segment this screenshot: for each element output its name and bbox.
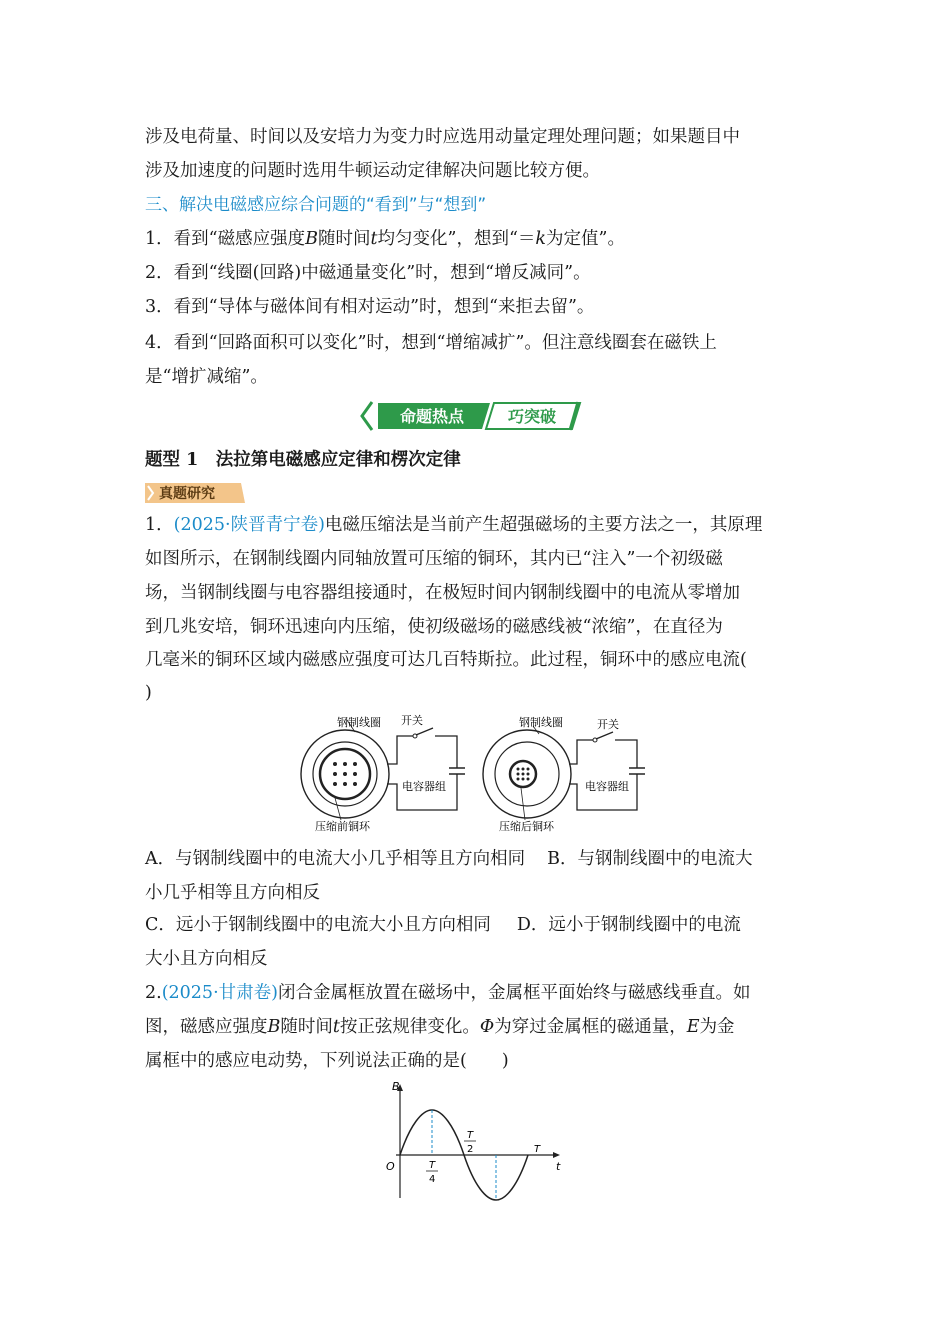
section-3-item-4-line-1: 4．看到“回路面积可以变化”时，想到“增缩减扩”。但注意线圈套在磁铁上	[145, 333, 717, 353]
left-field-dots	[333, 762, 357, 786]
q1-options-line-4: 大小且方向相反	[145, 949, 268, 969]
left-ring-label: 压缩前铜环	[315, 820, 370, 833]
q1-options-line-3	[145, 908, 741, 942]
right-field-dots	[517, 768, 530, 781]
option-a: A．与钢制线圈中的电流大小几乎相等且方向相同	[145, 849, 526, 869]
left-coil-label: 钢制线圈	[337, 716, 381, 729]
q1-line-1: 1．(2025·陕晋青宁卷)电磁压缩法是当前产生超强磁场的主要方法之一，其原理	[145, 515, 763, 535]
q1-options-line-2: 小几乎相等且方向相反	[145, 883, 320, 903]
q1-figure	[295, 710, 655, 835]
q1-options-line-1	[145, 842, 753, 876]
left-capacitor-label: 电容器组	[402, 780, 446, 793]
intro-line-2: 涉及加速度的问题时选用牛顿运动定律解决问题比较方便。	[145, 161, 600, 181]
tick-quarter-denominator: 4	[429, 1174, 436, 1185]
banner-left-text: 命题热点	[399, 407, 465, 426]
tick-period: T	[534, 1144, 541, 1155]
q1-line-4: 到几兆安培，铜环迅速向内压缩，使初级磁场的磁感线被“浓缩”，在直径为	[145, 617, 723, 637]
origin-label: O	[386, 1160, 395, 1173]
x-axis-arrow-icon	[553, 1152, 560, 1158]
left-switch-label: 开关	[401, 714, 423, 727]
tick-half-numerator: T	[467, 1130, 474, 1141]
banner-right-text: 巧突破	[507, 407, 557, 426]
figure-left	[301, 714, 465, 833]
figure-right	[483, 715, 645, 833]
banner-left-chevron-icon	[362, 402, 372, 430]
q1-line-3: 场，当钢制线圈与电容器组接通时，在极短时间内钢制线圈中的电流从零增加	[145, 583, 740, 603]
hot-topic-banner	[360, 398, 590, 434]
section-3-item-3: 3．看到“导体与磁体间有相对运动”时，想到“来拒去留”。	[145, 297, 595, 317]
right-switch-label: 开关	[597, 718, 619, 731]
option-c: C．远小于钢制线圈中的电流大小且方向相同	[145, 915, 491, 935]
q2-line-2: 图，磁感应强度B随时间t按正弦规律变化。Φ为穿过金属框的磁通量，E为金	[145, 1017, 735, 1037]
section-3-item-1: 1．看到“磁感应强度B随时间t均匀变化”，想到“＝k为定值”。	[145, 229, 625, 249]
tick-quarter-numerator: T	[429, 1160, 436, 1171]
section-3-item-2: 2．看到“线圈(回路)中磁通量变化”时，想到“增反减同”。	[145, 263, 591, 283]
right-switch-blade	[596, 732, 613, 739]
left-switch-blade	[416, 728, 433, 735]
q2-line-1: 2.(2025·甘肃卷)闭合金属框放置在磁场中，金属框平面始终与磁感线垂直。如	[145, 983, 751, 1003]
q1-line-5: 几毫米的铜环区域内磁感应强度可达几百特斯拉。此过程，铜环中的感应电流(	[145, 650, 747, 670]
type-1-title: 题型 1 法拉第电磁感应定律和楞次定律	[145, 450, 461, 470]
right-capacitor-label: 电容器组	[585, 780, 629, 793]
x-axis-label: t	[556, 1160, 561, 1173]
real-exam-tag	[145, 483, 245, 503]
q1-source: (2025·陕晋青宁卷)	[173, 515, 325, 535]
q2-sine-graph	[380, 1080, 570, 1205]
q2-line-3: 属框中的感应电动势，下列说法正确的是( )	[145, 1051, 509, 1071]
right-ring-label: 压缩后铜环	[499, 820, 554, 833]
tag-text: 真题研究	[159, 486, 215, 502]
option-d: D．远小于钢制线圈中的电流	[516, 915, 741, 935]
q1-line-2: 如图所示，在钢制线圈内同轴放置可压缩的铜环，其内已“注入”一个初级磁	[145, 549, 723, 569]
q1-line-6: )	[145, 683, 152, 703]
intro-line-1: 涉及电荷量、时间以及安培力为变力时应选用动量定理处理问题；如果题目中	[145, 127, 740, 147]
y-axis-label: B	[392, 1080, 400, 1093]
option-b: B．与钢制线圈中的电流大	[547, 849, 753, 869]
section-3-item-4-line-2: 是“增扩减缩”。	[145, 367, 268, 387]
right-coil-label: 钢制线圈	[519, 716, 563, 729]
section-3-heading: 三、解决电磁感应综合问题的“看到”与“想到”	[145, 195, 487, 215]
tick-half-denominator: 2	[467, 1144, 474, 1155]
q2-source: (2025·甘肃卷)	[161, 983, 278, 1003]
